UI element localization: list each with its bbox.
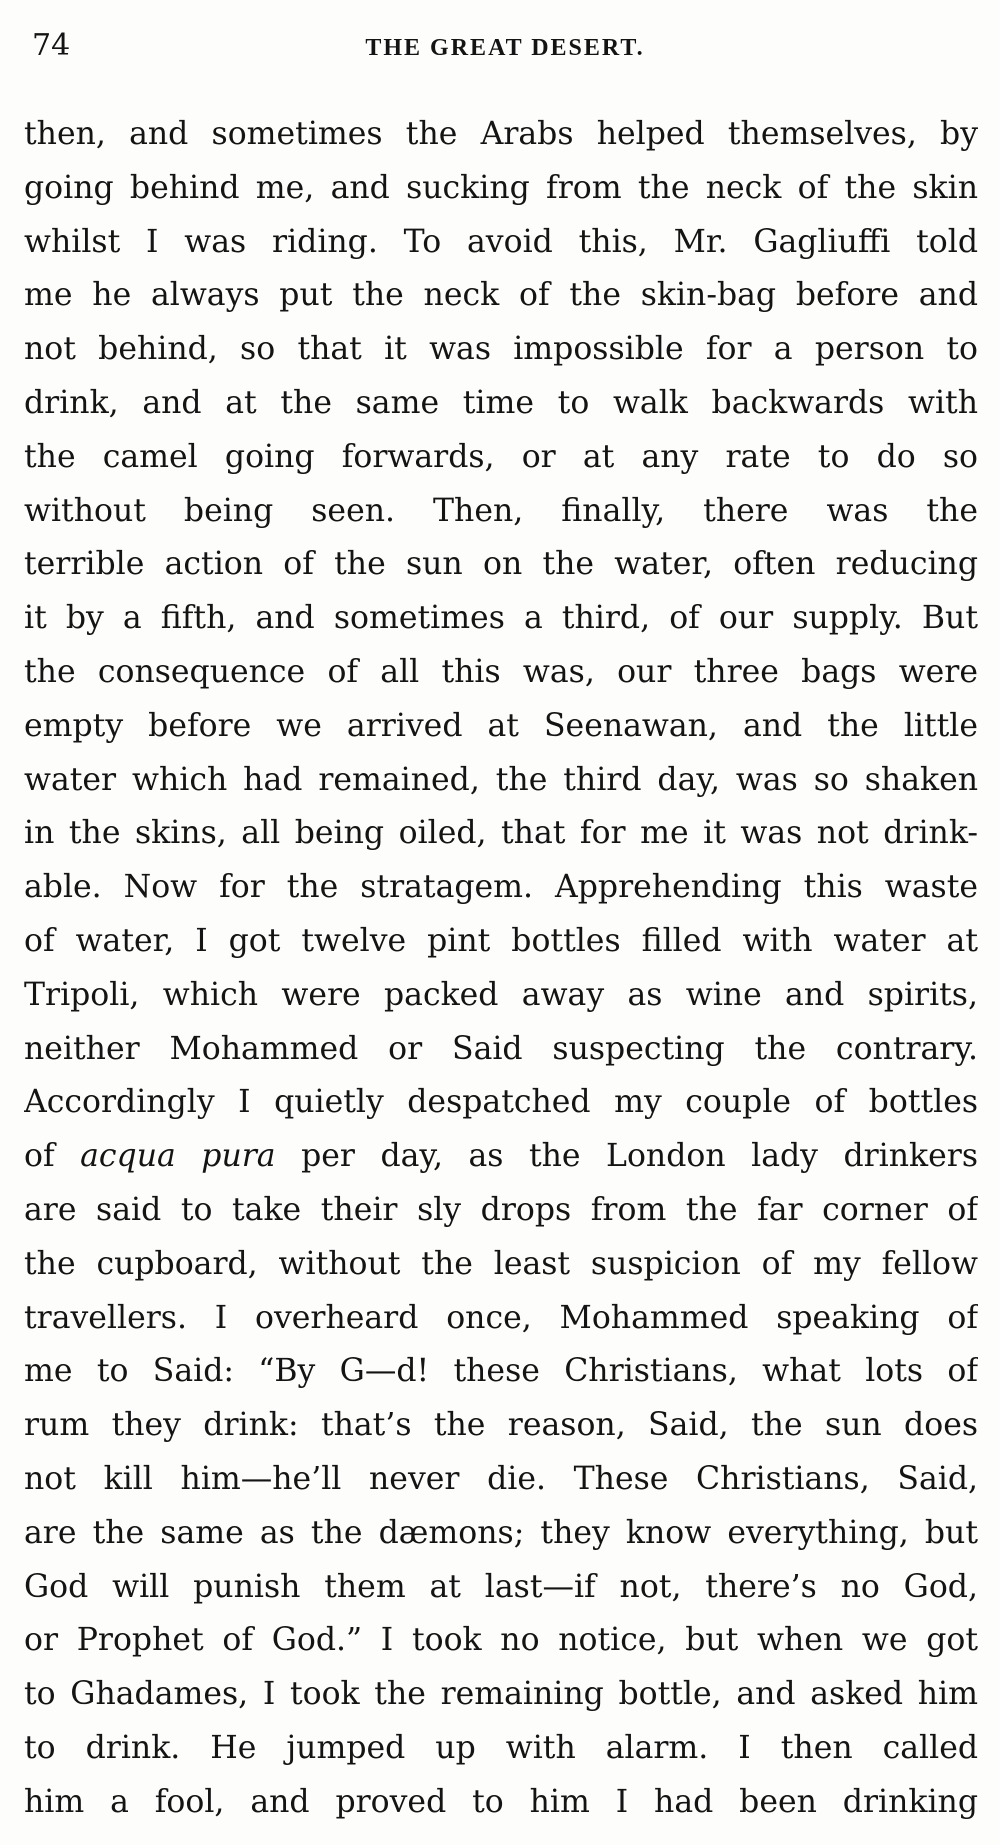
page-header — [32, 26, 978, 66]
text-line: drink, and at the same time to walk backwards with — [24, 384, 978, 421]
text-line: Accordingly I quietly despatched my couple of bottles — [24, 1084, 978, 1121]
text-line: or Prophet of God.” I took no notice, but when we got — [24, 1622, 978, 1659]
text-line: in the skins, all being oiled, that for me it was not drink- — [24, 815, 978, 852]
text-line: not kill him—he’ll never die. These Christians, Said, — [24, 1460, 978, 1497]
italic-phrase: acqua pura — [80, 1138, 276, 1175]
page-number: 74 — [32, 28, 71, 63]
line-prefix: of — [24, 1138, 81, 1175]
text-line: of water, I got twelve pint bottles filled with water at — [24, 922, 978, 959]
text-line: to drink. He jumped up with alarm. I then called — [24, 1729, 978, 1766]
text-line: water which had remained, the third day, was so shaken — [24, 761, 978, 798]
text-line: then, and sometimes the Arabs helped themselves, by — [24, 116, 978, 152]
text-line: me to Said: “By G—d! these Christians, what lots of — [24, 1353, 978, 1390]
text-line: going behind me, and sucking from the neck of the skin — [24, 169, 978, 206]
line-suffix: per day, as the London lady drinkers — [275, 1138, 978, 1175]
text-line: empty before we arrived at Seenawan, and the little — [24, 707, 978, 744]
text-line: him a fool, and proved to him I had been drinking — [24, 1783, 978, 1820]
text-line: travellers. I overheard once, Mohammed speaking of — [24, 1299, 978, 1336]
text-line: whilst I was riding. To avoid this, Mr. Gagliuffi told — [24, 223, 978, 260]
text-line: it by a fifth, and sometimes a third, of our supply. But — [24, 600, 978, 637]
text-line: the consequence of all this was, our three bags were — [24, 653, 978, 690]
text-line: without being seen. Then, finally, there was the — [24, 492, 978, 529]
text-line: are the same as the dæmons; they know everything, but — [24, 1514, 978, 1551]
text-line: God will punish them at last—if not, there’s no God, — [24, 1568, 978, 1605]
text-line: rum they drink: that’s the reason, Said, the sun does — [24, 1407, 978, 1444]
text-line: me he always put the neck of the skin-bag before and — [24, 277, 978, 314]
text-line: not behind, so that it was impossible for a person to — [24, 331, 978, 368]
text-line: the camel going forwards, or at any rate to do so — [24, 438, 978, 475]
text-line: Tripoli, which were packed away as wine and spirits, — [24, 976, 978, 1013]
text-line: are said to take their sly drops from the far corner of — [24, 1191, 978, 1228]
body-text — [24, 108, 978, 1830]
text-line: the cupboard, without the least suspicion of my fellow — [24, 1245, 978, 1282]
text-line: to Ghadames, I took the remaining bottle, and asked him — [24, 1676, 978, 1713]
running-head: THE GREAT DESERT. — [365, 35, 645, 61]
text-line: terrible action of the sun on the water, often reducing — [24, 546, 978, 583]
text-line-italic-phrase — [24, 1130, 978, 1184]
text-line: neither Mohammed or Said suspecting the contrary. — [24, 1030, 978, 1067]
text-line: able. Now for the stratagem. Apprehending this waste — [24, 869, 978, 906]
